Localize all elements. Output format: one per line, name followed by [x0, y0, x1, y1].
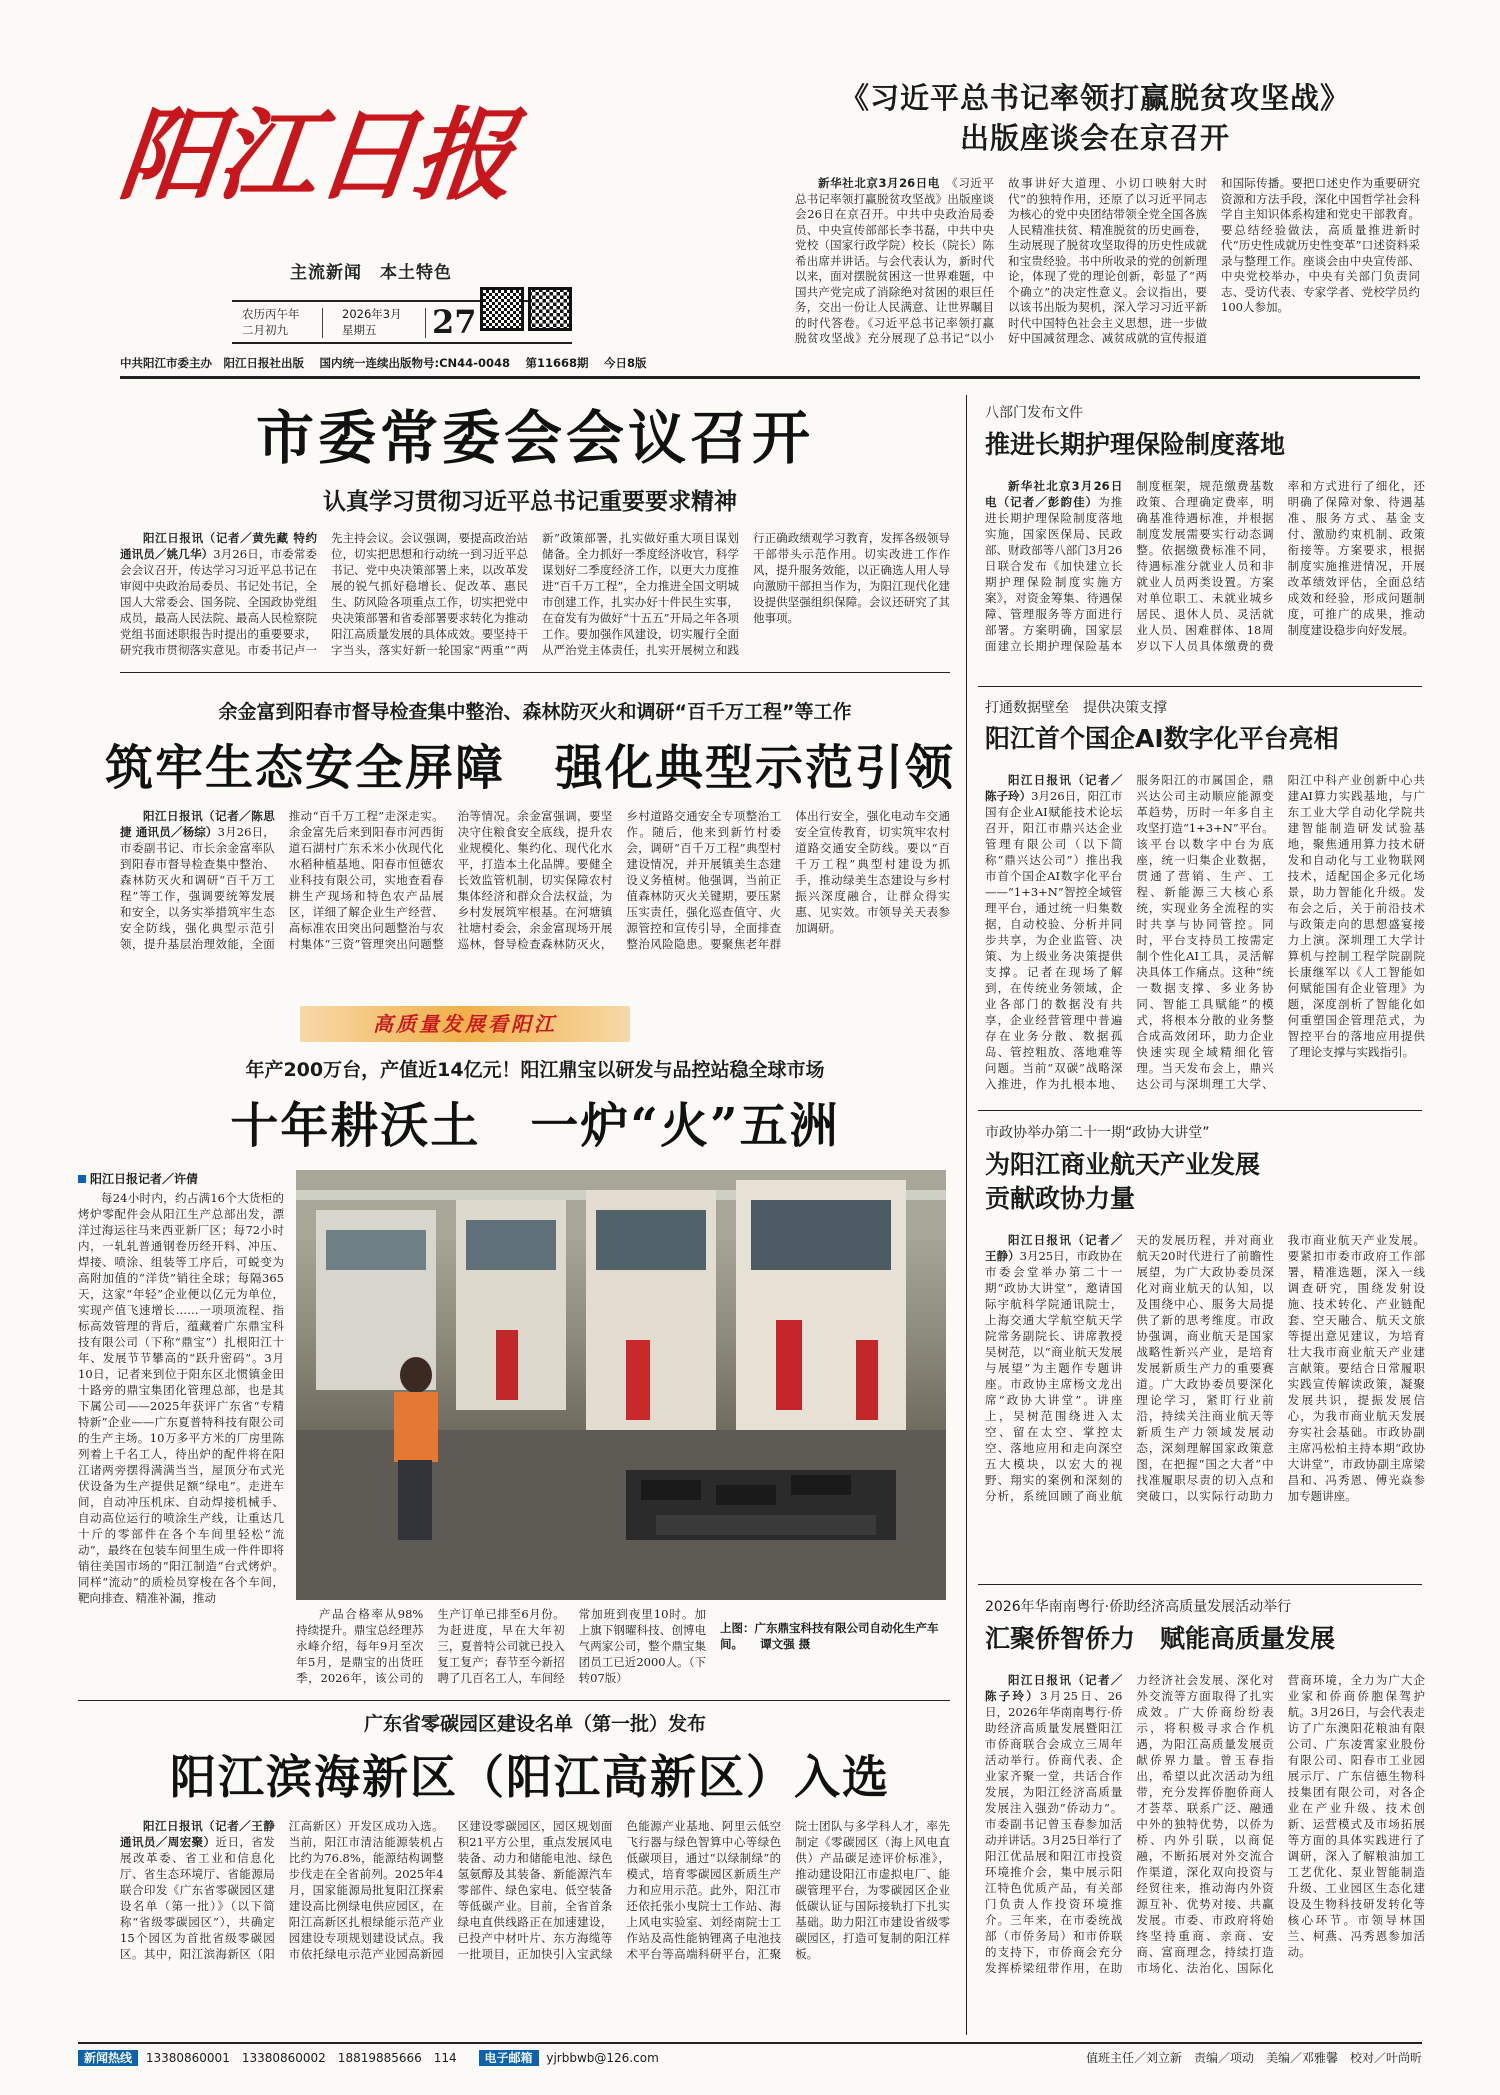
email: yjrbbwb@126.com: [546, 2051, 659, 2065]
masthead-title: 阳江日报: [113, 96, 519, 214]
page-count: 今日8版: [604, 356, 647, 370]
lunar-date: 农历丙午年 二月初九: [242, 307, 300, 337]
top-story-title-1: 《习近平总书记率领打赢脱贫攻坚战》: [839, 81, 1350, 115]
lead-byline: 阳江日报讯（记者／黄先藏 特约通讯员／姚几华）: [120, 531, 317, 561]
story4-subtitle: 广东省零碳园区建设名单（第一批）发布: [363, 1713, 706, 1735]
qr-code-icon: [528, 287, 572, 331]
feature-byline: 阳江日报记者／许倩: [78, 1170, 278, 1187]
square-icon: [78, 1175, 86, 1183]
side2-body: 阳江日报讯（记者／陈子玲）3月26日，阳江市国有企业AI赋能技术论坛召开，阳江市鼎兴达企业管理有限公司（以下简称“鼎兴达公司”）推出我市首个国企AI数字化平台——“1+3+N”智控全域管理平台，通过统一归集数据，自动校验、分析并同步共享，为企业监管、决策、为上级业务决策提供支撑。记者在现场了解到，在传统业务领域，企业各部门的数据没有共享，企业经营管理中普遍存在业务分散、数据孤岛、管控粗放、落地难等问题。当前“双碳”战略深入推进，作为扎根本地、服务阳江的市属国企，鼎兴达公司主动顺应能源变革趋势，历时一年多自主攻坚打造“1+3+N”平台。该平台以数字中台为底座，统一归集企业数据，贯通了营销、生产、工程、新能源三大核心系统，实现业务全流程的实时共享与协同管控。同时，平台支持员工按需定制个性化AI工具，灵活解决具体工作痛点。这种“统一数据支撑、多业务协同、智能工具赋能”的模式，将根本分散的业务整合成高效闭环，助力企业快速实现全域精细化管理。当天发布会上，鼎兴达公司与深圳理工大学、阳江中科产业创新中心共建AI算力实践基地，与广东工业大学自动化学院共建智能制造研发试验基地，聚焦通用算力技术研发和自动化与工业物联网技术，适配国企多元化场景，助力智能化升级。发布会之后，关于前沿技术与政策走向的思想盛宴接力上演。深圳理工大学计算机与控制工程学院副院长康继军以《人工智能如何赋能国有企业管理》为题，深度剖析了智能化如何重塑国企管理范式，为智控平台的落地应用提供了理论支撑与实践指引。: [985, 773, 1425, 1091]
top-story-title-2: 出版座谈会在京召开: [959, 121, 1230, 155]
side4-category: 2026年华南南粤行·侨助经济高质量发展活动举行: [985, 1599, 1292, 1615]
lead-subtitle: 认真学习贯彻习近平总书记重要要求精神: [323, 489, 737, 515]
side2-byline: 阳江日报讯（记者／陈子玲）: [985, 773, 1123, 803]
story4-body: 阳江日报讯（记者／王静 通讯员／周宏聚）近日，省发展改革委、省工业和信息化厅、省生态环境厅、省能源局联合印发《广东省零碳园区建设名单（第一批）》（以下简称“省级零碳园区”），共确定15个园区为首批省级零碳园区。其中，阳江滨海新区（阳江高新区）开发区成功入选。当前，阳江市清洁能源装机占比约为76.8%，能源结构调整步伐走在全省前列。2025年4月，国家能源局批复阳江探索建设高比例绿电供应园区，在阳江高新区扎根绿能示范产业园建设专项规划建设试点。我市依托绿电示范产业园高新园区建设零碳园区，园区规划面积21平方公里，重点发展风电装备、动力和储能电池、绿色氢氨醇及其装备、新能源汽车零部件、绿色家电、低空装备等低碳产业。目前，全省首条绿电直供线路正在加速建设，已投产中材叶片、东方海缆等一批项目，正加快引入宝武绿色能源产业基地、阿里云低空飞行器与绿色智算中心等绿色低碳项目，通过“以绿制绿”的模式，培育零碳园区新质生产力和应用示范。此外，阳江市还依托张小曳院士工作站、海上风电实验室、刘经南院士工作站及高性能钠锂离子电池技术平台等高端科研平台，汇聚院士团队与多学科人才，率先制定《零碳园区（海上风电直供）产品碳足迹评价标准》，推动建设阳江市虚拟电厂、能碳管理平台，为零碳园区企业低碳认证与国际接轨打下扎实基础。助力阳江市建设省级零碳园区，打造可复制的阳江样板。: [120, 1819, 950, 1961]
side4-byline: 阳江日报讯（记者／陈子玲）: [985, 1673, 1123, 1703]
side3-body: 阳江日报讯（记者／王静）3月25日，市政协在市委会堂举办第二十一期“政协大讲堂”，邀请国际宇航科学院通讯院士，上海交通大学航空航天学院常务副院长、讲席教授吴树范，以“商业航天发展与展望”为主题作专题讲座。市政协主席杨文龙出席“政协大讲堂”。讲座上，吴树范围绕进入太空、留在太空、掌控太空、落地应用和走向深空五大模块，以宏大的视野、翔实的案例和深刻的分析，系统回顾了商业航天的发展历程，并对商业航天20时代进行了前瞻性展望，为广大政协委员深化对商业航天的认知，以及围绕中心、服务大局提供了新的思考维度。市政协强调，商业航天是国家战略性新兴产业，是培育发展新质生产力的重要赛道。广大政协委员要深化理论学习，紧盯行业前沿，持续关注商业航天等新质生产力领域发展动态，深刻理解国家政策意图，在把握“国之大者”中找准履职尽责的切入点和突破口，以实际行动助力我市商业航天产业发展。要紧扣市委市政府工作部署，精准选题，深入一线调查研究，围绕发射设施、技术转化、产业链配套、空天融合、航天文旅等提出意见建议，为培育壮大我市商业航天产业建言献策。要结合日常履职实践宣传解读政策，凝聚发展共识，提振发展信心，为我市商业航天发展夯实社会基础。市政协副主席冯松柏主持本期“政协大讲堂”，市政协副主席梁昌和、冯秀恩、傅光焱参加专题讲座。: [985, 1233, 1425, 1503]
publisher: 中共阳江市委主办 阳江日报社出版: [120, 356, 304, 370]
story2-byline: 阳江日报讯（记者／陈思捷 通讯员／杨综）: [120, 809, 275, 839]
side3-title-1: 为阳江商业航天产业发展: [985, 1150, 1261, 1179]
side1-body: 新华社北京3月26日电（记者／彭韵佳）为推进长期护理保险制度落地实施，国家医保局、民政部、财政部等八部门3月26日联合发布《加快建立长期护理保险制度实施方案》，对资金筹集、待遇保障、管理服务等方面进行部署。方案明确，国家层面建立长期护理保险基本制度框架，规范缴费基数政策、合理确定费率，明确基准待遇标准，并根据制度发展需要实行动态调整。依据缴费标准不同，待遇标准分就业人员和非就业人员两类设置。方案对单位职工、未就业城乡居民、退休人员、灵活就业人员、困难群体、18周岁以下人员具体缴费的费率和方式进行了细化，还明确了保障对象、待遇基准、服务方式、基金支付、激励约束机制、政策衔接等。方案要求，根据制度实施推进情况，开展改革绩效评估，全面总结成效和经验，形成问题制度，可推广的成果，推动制度建设稳步向好发展。: [985, 479, 1425, 653]
story2-body: 阳江日报讯（记者／陈思捷 通讯员／杨综）3月26日，市委副书记、市长余金富率队到阳春市督导检查集中整治、森林防灭火和调研“百千万工程”等工作，强调要统筹发展和安全，以务实举措筑牢生态安全防线，强化典型示范引领，提升基层治理效能，全面推动“百千万工程”走深走实。余金富先后来到阳春市河西街道石湖村广东禾米小伙现代化水稻种植基地、阳春市恒德农业科技有限公司，实地查看春耕生产现场和特色农产品展区，详细了解企业生产经营、高标准农田突出问题整治与农村集体“三资”管理突出问题整治等情况。余金富强调，要坚决守住粮食安全底线，提升农业规模化、集约化、现代化水平，打造本土化品牌。要健全长效监管机制，切实保障农村集体经济和群众合法权益，为乡村发展筑牢根基。在河塘镇社塘村委会，余金富现场开展巡林，督导检查森林防灭火，乡村道路交通安全专项整治工作。随后，他来到新竹村委会，调研“百千万工程”典型村建设情况，并开展镇美生态建设义务植树。他强调，当前正值森林防灭火关键期，要压紧压实责任，强化巡查值守、火源管控和宣传引导，全面排查整治风险隐患。要聚焦老年群体出行安全，强化电动车交通安全宣传教育，切实筑牢农村道路交通安全防线。要以“百千万工程”典型村建设为抓手，推动绿美生态建设与乡村振兴深度融合，让群众得实惠、见实效。市领导关天表参加调研。: [120, 809, 950, 951]
hotline: 13380860001 13380860002 18819885666 114: [145, 2051, 457, 2065]
masthead: [113, 90, 540, 300]
feature-left-body: 每24小时内，约占满16个大货柜的烤炉零配件会从阳江生产总部出发，漂洋过海运往马来西亚新厂区；每72小时内，一轧轧普通钢卷历经开料、冲压、焊接、喷涂、组装等工序后，可蜕变为高附加值的“洋货”销往全球；每隔365天，这家“年轻”企业便以亿元为单位，实现产值飞速增长……一项项流程、指标高效管理的背后，蕴藏着广东鼎宝科技有限公司（下称“鼎宝”）扎根阳江十年、发展节节攀高的“跃升密码”。3月10日，记者来到位于阳东区北惯镇金田十路旁的鼎宝集团化管理总部，也是其下属公司——2025年获评广东省“专精特新”企业——广东夏普特科技有限公司的生产主场。10万多平方米的厂房里陈列着上千名工人，待出炉的配件将在阳江诸两旁摆得满满当当，屋顶分布式光伏设备为生产提供足额“绿电”。走进车间，自动冲压机床、自动焊接机械手、自动高位运行的喷涂生产线，让重达几十斤的零部件在各个车间里轻松“流动”，最终在包装车间里生成一件件即将销往美国市场的“阳江制造”台式烤炉。同样“流动”的质检员穿梭在各个车间，靶向排查、精准补漏，推动: [78, 1191, 284, 1605]
top-story-dateline: 新华社北京3月26日电: [818, 176, 940, 190]
side3-category: 市政协举办第二十一期“政协大讲堂”: [985, 1125, 1210, 1141]
story4-byline: 阳江日报讯（记者／王静 通讯员／周宏聚）: [120, 1819, 275, 1849]
side2-title: 阳江首个国企AI数字化平台亮相: [985, 724, 1339, 753]
side2-category: 打通数据壁垒 提供决策支撑: [985, 700, 1167, 716]
story4-title: 阳江滨海新区（阳江高新区）入选: [170, 1750, 890, 1804]
side4-title: 汇聚侨智侨力 赋能高质量发展: [985, 1624, 1336, 1653]
qr-code-icon: [480, 287, 524, 331]
staff-credits: 值班主任／刘立新 责编／项动 美编／邓雅馨 校对／叶尚昕: [1085, 2051, 1422, 2065]
email-label: 电子邮箱: [479, 2050, 539, 2066]
side1-byline: 新华社北京3月26日电（记者／彭韵佳）: [985, 479, 1123, 509]
top-story: [770, 78, 1420, 158]
factory-photo: [296, 1170, 946, 1600]
masthead-slogan: 主流新闻 本土特色: [290, 263, 452, 283]
lead-title: 市委常委会会议召开: [255, 404, 814, 472]
side3-title-2: 贡献政协力量: [985, 1184, 1136, 1213]
feature-bottom-body: 产品合格率从98%持续提升。鼎宝总经理苏永峰介绍，每年9月至次年5月，是鼎宝的出货旺季，2026年，该公司的生产订单已排至6月份。为赶进度，早在大年初三，夏普特公司就已投入复工复产；春节至今新招聘了几百名工人，车间经常加班到夜里10时。加上旗下钢曜科技、创博电气两家公司，整个鼎宝集团员工已近2000人。（下转07版）: [296, 1607, 706, 1685]
cn-number: 国内统一连续出版物号:CN44-0048: [319, 356, 510, 370]
top-story-body: 新华社北京3月26日电 《习近平总书记率领打赢脱贫攻坚战》出版座谈会26日在京召开。中共中央政治局委员、中央宣传部部长李书磊，中共中央党校（国家行政学院）校长（院长）陈希出席并讲话。与会代表认为，新时代以来，面对摆脱贫困这一世界难题，中国共产党完成了消除绝对贫困的艰巨任务，交出一份让人民满意、让世界瞩目的时代答卷。《习近平总书记率领打赢脱贫攻坚战》充分展现了总书记“以小故事讲好大道理、小切口映射大时代”的独特作用，还原了以习近平同志为核心的党中央团结带领全党全国各族人民精准扶贫、精准脱贫的历史画卷，生动展现了脱贫攻坚取得的历史性成就和宝贵经验。书中所收录的党的创新理论，体现了党的理论创新，彰显了“两个确立”的决定性意义。会议指出，要以该书出版为契机，深入学习习近平新时代中国特色社会主义思想，进一步做好中国减贫理念、减贫成就的宣传报道和国际传播。要把口述史作为重要研究资源和方法手段，深化中国哲学社会科学自主知识体系构建和党史干部教育。要总结经验做法，高质量推进新时代“历史性成就历史性变革”口述资料采录与整理工作。座谈会由中央宣传部、中央党校举办，中央有关部门负责同志、受访代表、专家学者、党校学员约100人参加。: [795, 176, 1420, 345]
side1-category: 八部门发布文件: [985, 405, 1083, 421]
day-number: 27: [432, 303, 477, 341]
feature-title: 十年耕沃土 一炉“火”五洲: [230, 1098, 840, 1154]
factory-illustration: [296, 1170, 946, 1600]
side3-byline: 阳江日报讯（记者／王静）: [985, 1233, 1123, 1263]
publisher-bar: [120, 352, 980, 374]
issue-number: 第11668期: [525, 356, 589, 370]
footer: [78, 2048, 1422, 2070]
side4-body: 阳江日报讯（记者／陈子玲）3月25日、26日，2026年华南南粤行·侨助经济高质量发展暨阳江市侨商联合会成立三周年活动举行。侨商代表、企业家齐聚一堂，共话合作发展，为阳江经济高质量发展注入强劲“侨动力”。市委副书记曾玉春参加活动并讲话。3月25日举行了阳江优品展和阳江市投资环境推介会，集中展示阳江特色优质产品，有关部门负责人作投资环境推介。三年来，在市委统战部（市侨务局）和市侨联的支持下，市侨商会充分发挥桥梁纽带作用，在助力经济社会发展、深化对外交流等方面取得了扎实成效。广大侨商纷纷表示，将积极寻求合作机遇，为阳江高质量发展贡献侨界力量。曾玉春指出，希望以此次活动为纽带，充分发挥侨胞侨商人才荟萃、联系广泛、融通中外的独特优势，以侨为桥、内外引联，以商促融，不断拓展对外交流合作渠道，深化双向投资与经贸往来，推动海内外资源互补、优势对接、共赢发展。市委、市政府将始终坚持重商、亲商、安商、富商理念，持续打造市场化、法治化、国际化营商环境，全力为广大企业家和侨商侨胞保驾护航。3月26日，与会代表走访了广东澳阳花粮油有限公司、广东凌霄家业股份有限公司、阳春市工业园展示厅、广东信德生物科技集团有限公司，对各企业在产业升级、技术创新、运营模式及市场拓展等方面的具体实践进行了调研，深入了解粮油加工工艺优化、泵业智能制造升级、工业园区生态化建设及生物科技研发转化等核心环节。市领导林国兰、柯燕、冯秀恩参加活动。: [985, 1673, 1425, 1975]
feature-subtitle: 年产200万台，产值近14亿元！阳江鼎宝以研发与品控站稳全球市场: [245, 1059, 825, 1081]
photo-caption: 上图：广东鼎宝科技有限公司自动化生产车间。 谭文强 摄: [720, 1621, 939, 1651]
story2-subtitle: 余金富到阳春市督导检查集中整治、森林防灭火和调研“百千万工程”等工作: [218, 701, 852, 723]
story2-title: 筑牢生态安全屏障 强化典型示范引领: [104, 740, 955, 796]
date: 2026年3月 星期五: [342, 307, 402, 337]
feature-banner: [300, 1006, 630, 1042]
hotline-label: 新闻热线: [78, 2050, 138, 2066]
lead-body: 阳江日报讯（记者／黄先藏 特约通讯员／姚几华）3月26日，市委常委会会议召开，传达学习习近平总书记在审阅中央政治局委员、书记处书记，全国人大常委会、国务院、全国政协党组成员，最高人民法院、最高人民检察院党组书面述职报告时提出的重要要求，研究我市贯彻落实意见。市委书记卢一先主持会议。会议强调，要提高政治站位，切实把思想和行动统一到习近平总书记、党中央决策部署上来，以改革发展的锐气抓好稳增长、促改革、惠民生、防风险各项重点工作，切实把党中央决策部署和省委部署要求转化为推动阳江高质量发展的具体成效。要坚持干字当头，落实好新一轮国家“两重”“两新”政策部署，扎实做好重大项目谋划储备。全力抓好一季度经济收官，科学谋划好二季度经济工作，以更大力度推进“百千万工程”，全力推进全国文明城市创建工作，扎实办好十件民生实事，在奋发有为做好“十五五”开局之年各项工作。要加强作风建设，切实履行全面从严治党主体责任，扎实开展树立和践行正确政绩观学习教育，发挥各级领导干部带头示范作用。切实改进工作作风，提升服务效能，以正确选人用人导向激励干部担当作为，为阳江现代化建设提供坚强组织保障。会议还研究了其他事项。: [120, 531, 950, 657]
side1-title: 推进长期护理保险制度落地: [985, 430, 1286, 459]
feature-banner-text: 高质量发展看阳江: [373, 1012, 557, 1036]
